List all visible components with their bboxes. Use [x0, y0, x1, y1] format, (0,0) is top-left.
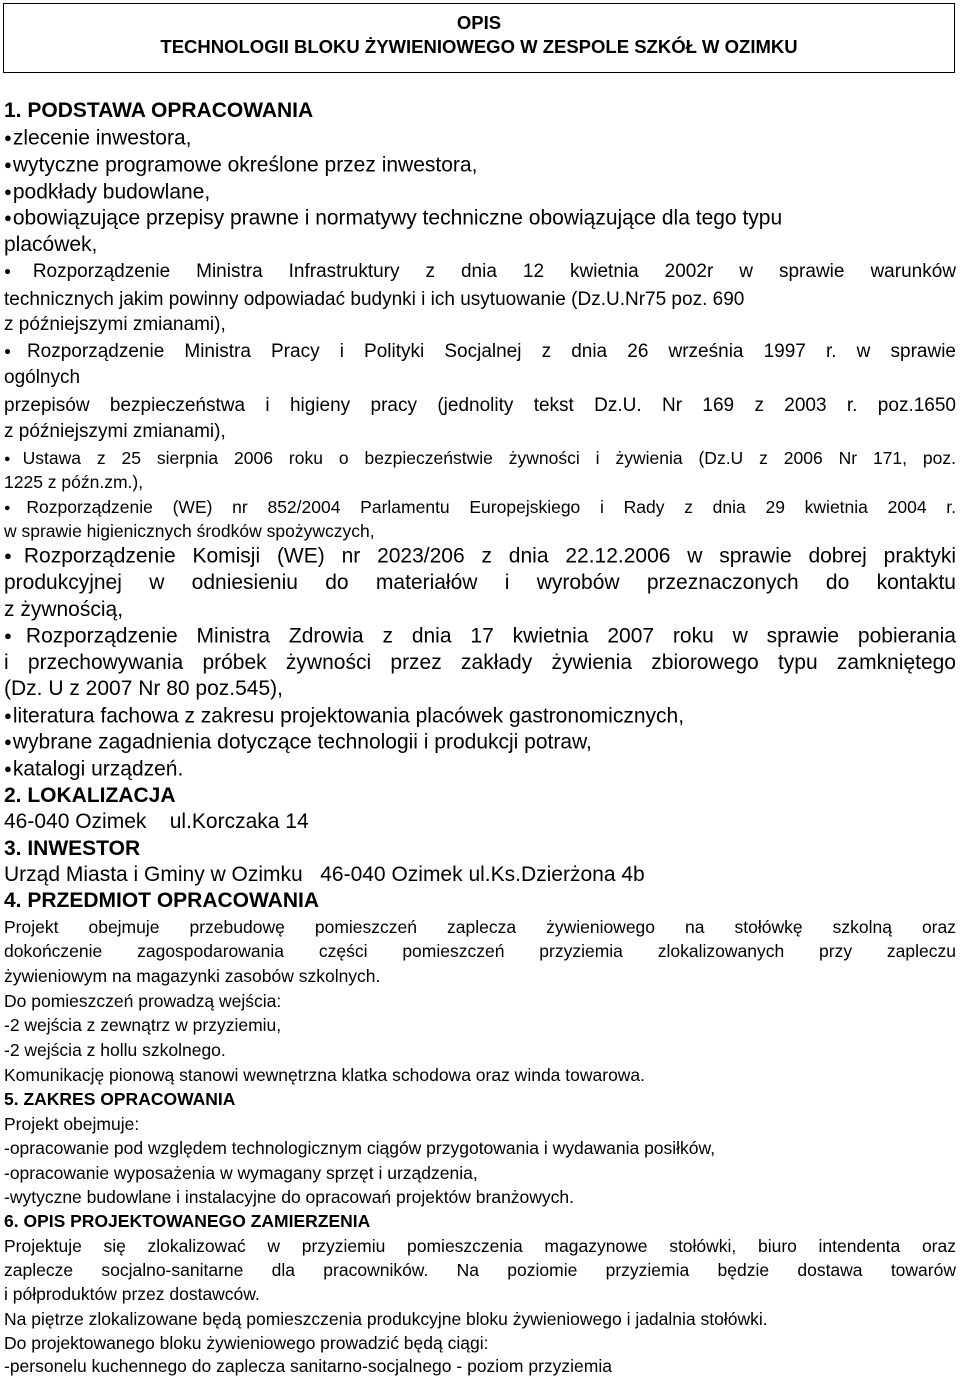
- list-item-continuation: i przechowywania próbek żywności przez zakłady żywienia zbiorowego typu zamkniętego: [4, 651, 956, 674]
- paragraph-line: Komunikację pionową stanowi wewnętrzna klatka schodowa oraz winda towarowa.: [4, 1065, 646, 1085]
- list-item: ● Rozporządzenie Komisji (WE) nr 2023/206 z dnia 22.12.2006 w sprawie dobrej praktyki: [4, 543, 956, 569]
- section-5-heading: 5. ZAKRES OPRACOWANIA: [4, 1089, 236, 1109]
- paragraph-line: Do pomieszczeń prowadzą wejścia:: [4, 991, 282, 1011]
- paragraph-line: dokończenie zagospodarowania części pomieszczeń przyziemia zlokalizowanych przy zapleczu: [4, 941, 956, 961]
- document-title-box: [3, 3, 955, 73]
- paragraph-line: i półproduktów przez dostawców.: [4, 1284, 260, 1304]
- title-line-2: TECHNOLOGII BLOKU ŻYWIENIOWEGO W ZESPOLE SZKÓŁ W OZIMKU: [160, 36, 798, 57]
- section-4-heading: 4. PRZEDMIOT OPRACOWANIA: [4, 889, 320, 912]
- list-item-continuation: z żywnością,: [4, 598, 124, 621]
- list-item-continuation: z późniejszymi zmianami),: [4, 314, 226, 335]
- list-item-continuation: 1225 z późn.zm.),: [4, 472, 144, 492]
- list-item-continuation: (Dz. U z 2007 Nr 80 poz.545),: [4, 677, 283, 700]
- list-item: ● literatura fachowa z zakresu projektowania placówek gastronomicznych,: [4, 703, 684, 729]
- list-item: ● wybrane zagadnienia dotyczące technologii i produkcji potraw,: [4, 729, 592, 755]
- list-item: ● podkłady budowlane,: [4, 179, 210, 205]
- section-3-heading: 3. INWESTOR: [4, 837, 141, 860]
- list-item: ● Ustawa z 25 sierpnia 2006 roku o bezpieczeństwie żywności i żywienia (Dz.U z 2006 Nr 171, poz.: [4, 446, 956, 471]
- paragraph-line: Na piętrze zlokalizowane będą pomieszczenia produkcyjne bloku żywieniowego i jadalnia stołówki.: [4, 1309, 768, 1329]
- investor-address: Urząd Miasta i Gminy w Ozimku 46-040 Ozimek ul.Ks.Dzierżona 4b: [4, 863, 645, 886]
- list-item: ● zlecenie inwestora,: [4, 125, 191, 151]
- paragraph-line: Projekt obejmuje przebudowę pomieszczeń zaplecza żywieniowego na stołówkę szkolną oraz: [4, 917, 956, 937]
- paragraph-line: -wytyczne budowlane i instalacyjne do opracowań projektów branżowych.: [4, 1187, 575, 1207]
- paragraph-line: Do projektowanego bloku żywieniowego prowadzić będą ciągi:: [4, 1333, 489, 1353]
- section-1-heading: 1. PODSTAWA OPRACOWANIA: [4, 99, 314, 122]
- paragraph-line: -personelu kuchennego do zaplecza sanitarno-socjalnego - poziom przyziemia: [4, 1356, 612, 1376]
- list-item-continuation: przepisów bezpieczeństwa i higieny pracy (jednolity tekst Dz.U. Nr 169 z 2003 r. poz.1650: [4, 395, 956, 416]
- location-address: 46-040 Ozimek ul.Korczaka 14: [4, 810, 309, 833]
- paragraph-line: -2 wejścia z zewnątrz w przyziemiu,: [4, 1015, 282, 1035]
- list-item-continuation: ogólnych: [4, 367, 81, 388]
- list-item: ● Rozporządzenie Ministra Zdrowia z dnia 17 kwietnia 2007 roku w sprawie pobierania: [4, 623, 956, 649]
- list-item: ● obowiązujące przepisy prawne i normatywy techniczne obowiązujące dla tego typu: [4, 205, 782, 231]
- list-item: ● Rozporządzenie (WE) nr 852/2004 Parlamentu Europejskiego i Rady z dnia 29 kwietnia 2004 r.: [4, 495, 956, 520]
- section-2-heading: 2. LOKALIZACJA: [4, 784, 176, 807]
- section-6-heading: 6. OPIS PROJEKTOWANEGO ZAMIERZENIA: [4, 1211, 371, 1231]
- paragraph-line: żywieniowym na magazynki zasobów szkolnych.: [4, 966, 381, 986]
- paragraph-line: -2 wejścia z hollu szkolnego.: [4, 1040, 226, 1060]
- list-item-continuation: z późniejszymi zmianami),: [4, 421, 226, 442]
- list-item: ● katalogi urządzeń.: [4, 756, 183, 782]
- paragraph-line: Projektuje się zlokalizować w przyziemiu pomieszczenia magazynowe stołówki, biuro intendenta oraz: [4, 1236, 956, 1256]
- list-item-continuation: produkcyjnej w odniesieniu do materiałów i wyrobów przeznaczonych do kontaktu: [4, 571, 956, 594]
- paragraph-line: -opracowanie pod względem technologicznym ciągów przygotowania i wydawania posiłków,: [4, 1138, 716, 1158]
- title-line-1: OPIS: [456, 12, 502, 33]
- list-item: ● wytyczne programowe określone przez inwestora,: [4, 152, 477, 178]
- list-item-continuation: technicznych jakim powinny odpowiadać budynki i ich usytuowanie (Dz.U.Nr75 poz. 690: [4, 289, 745, 310]
- list-item: ● Rozporządzenie Ministra Pracy i Polityki Socjalnej z dnia 26 września 1997 r. w sprawie: [4, 340, 956, 364]
- list-item-continuation: placówek,: [4, 233, 98, 256]
- paragraph-line: Projekt obejmuje:: [4, 1114, 140, 1134]
- list-item-continuation: w sprawie higienicznych środków spożywczych,: [4, 521, 375, 541]
- list-item: ● Rozporządzenie Ministra Infrastruktury z dnia 12 kwietnia 2002r w sprawie warunków: [4, 260, 956, 284]
- paragraph-line: zaplecze socjalno-sanitarne dla pracowników. Na poziomie przyziemia będzie dostawa towarów: [4, 1260, 956, 1280]
- paragraph-line: -opracowanie wyposażenia w wymagany sprzęt i urządzenia,: [4, 1163, 478, 1183]
